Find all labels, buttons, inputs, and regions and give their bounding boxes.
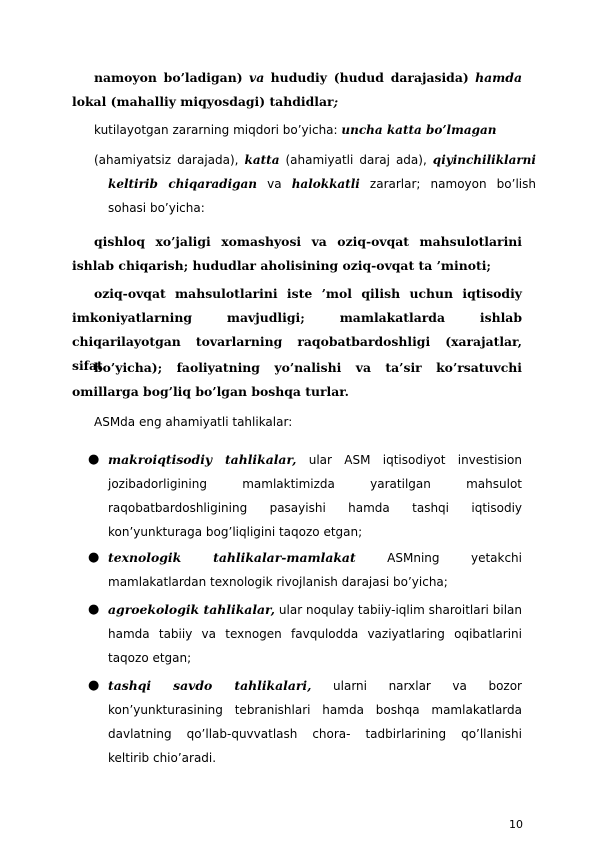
paragraph-other-types: bo’yicha); faoliyatning yo’nalishi va ta’sir ko’rsatuvchi omillarga bog’liq bo’lgan boshqa turlar. — [72, 360, 522, 399]
list-item — [88, 546, 522, 594]
page-number: 10 — [509, 818, 523, 831]
bullet-icon: ● — [88, 452, 100, 467]
text-bold: hududiy (hudud darajasida) — [270, 70, 469, 85]
text-plain: (ahamiyatsiz darajada), — [94, 153, 239, 167]
text-bold-italic: va — [249, 70, 265, 85]
text-bold-italic: katta — [244, 153, 280, 167]
paragraph-damage-levels — [94, 148, 536, 220]
list-item-term: texnologik tahlikalar-mamlakat — [108, 550, 356, 565]
text-plain: va — [267, 177, 282, 191]
paragraph-threat-scope — [72, 66, 522, 114]
text-plain: zararlar; namoyon bo’lish sohasi bo’yicha: — [108, 177, 536, 215]
list-item-text: ular noqulay tabiiy-iqlim sharoitlari bilan hamda tabiiy va texnogen favqulodda vaziyatlaring oqibatlarini taqozo etgan; — [108, 603, 522, 665]
list-item-term: agroekologik tahlikalar, — [108, 602, 276, 617]
paragraph-agriculture: qishloq xo’jaligi xomashyosi va oziq-ovqat mahsulotlarini ishlab chiqarish; hududlar aholisining oziq-ovqat ta ’minoti; — [72, 234, 522, 273]
bullet-icon: ● — [88, 678, 100, 693]
list-item — [88, 448, 522, 544]
list-item-text: ularni narxlar va bozor kon’yunkturasining tebranishlari hamda boshqa mamlakatlarda davlatning qo’llab-quvvatlash chora- tadbirlarining qo’llanishi keltirib chio’aradi. — [108, 679, 522, 765]
text-bold: namoyon bo’ladigan) — [94, 70, 243, 85]
list-item — [88, 674, 522, 770]
bullet-icon: ● — [88, 550, 100, 565]
paragraph-damage-amount — [72, 118, 522, 142]
list-item-term: makroiqtisodiy tahlikalar, — [108, 452, 297, 467]
text-bold-italic: qiyinchiliklarni keltirib chiqaradigan — [108, 153, 536, 191]
text-bold: lokal (mahalliy miqyosdagi) tahdidlar — [72, 94, 334, 109]
text-plain: kutilayotgan zararning miqdori bo’yicha: — [94, 123, 338, 137]
paragraph-consumption: oziq-ovqat mahsulotlarini iste ’mol qilish uchun iqtisodiy imkoniyatlarning mavjudligi; mamlakatlarda ishlab chiqarilayotgan tovarlarning raqobatbardoshligi (xarajatlar, sifat — [72, 286, 522, 373]
bullet-icon: ● — [88, 602, 100, 617]
threat-list — [88, 448, 522, 770]
text-bold-italic: ; — [333, 94, 339, 109]
list-item-text: ular ASM iqtisodiyot investision jozibadorligining mamlaktimizda yaratilgan mahsulot raqobatbardoshligining pasayishi hamda tashqi iqtisodiy kon’yunkturaga bog’liqligini taqozo etgan; — [108, 453, 522, 539]
list-item — [88, 598, 522, 670]
text-bold-italic: uncha katta bo’lmagan — [341, 123, 497, 137]
text-bold-italic: hamda — [475, 70, 522, 85]
list-item-term: tashqi savdo tahlikalari, — [108, 678, 312, 693]
text-bold-italic: halokkatli — [291, 177, 360, 191]
list-item-text: ASMning yetakchi mamlakatlardan texnologik rivojlanish darajasi bo’yicha; — [108, 551, 522, 589]
paragraph-asm-threats-intro: ASMda eng ahamiyatli tahlikalar: — [94, 415, 293, 429]
text-plain: (ahamiyatli daraj ada), — [285, 153, 427, 167]
